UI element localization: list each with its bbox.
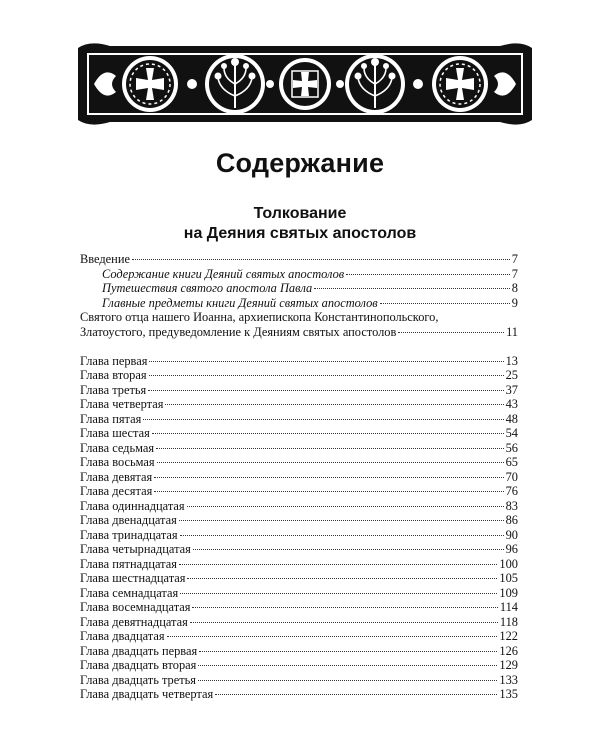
toc-entry: [80, 267, 518, 282]
dot-leader: [179, 520, 504, 521]
dot-leader: [346, 274, 510, 275]
page-number: 129: [499, 658, 518, 672]
toc-entry: [80, 296, 518, 311]
entry-title: Глава тринадцатая: [80, 527, 178, 542]
entry-title: Глава двенадцатая: [80, 513, 177, 527]
dot-leader: [190, 622, 498, 623]
page-number: 122: [499, 629, 518, 643]
dot-leader: [157, 462, 504, 463]
toc-entry: [80, 673, 518, 688]
entry-title: Глава седьмая: [80, 440, 155, 455]
entry-title: Глава двадцать третья: [80, 672, 196, 687]
entry-title: Глава двадцатая: [80, 629, 165, 643]
dot-leader: [154, 477, 503, 478]
subtitle-line-1: Толкование: [253, 205, 347, 222]
entry-title: Глава десятая: [80, 484, 153, 498]
dot-leader: [187, 578, 497, 579]
dot-leader: [380, 303, 510, 304]
page-number: 86: [505, 513, 518, 527]
dot-leader: [156, 448, 504, 449]
toc-entry: [80, 484, 518, 499]
dot-leader: [167, 636, 498, 637]
toc-entry: [80, 455, 518, 470]
preface-line-1: Святого отца нашего Иоанна, архиепископа Константинопольского,: [80, 310, 439, 324]
entry-title: Глава шестая: [80, 426, 150, 440]
entry-title: Глава восемнадцатая: [80, 600, 191, 614]
page-number: 48: [505, 411, 518, 426]
intro-entries: [80, 252, 518, 310]
entry-title: Глава вторая: [80, 368, 147, 382]
entry-title: Путешествия святого апостола Павла: [102, 281, 313, 295]
dot-leader: [179, 564, 497, 565]
dot-leader: [148, 390, 503, 391]
entry-title: Глава шестнадцатая: [80, 571, 186, 585]
toc-entry: [80, 354, 518, 369]
toc-entry: [80, 513, 518, 528]
dot-leader: [154, 491, 503, 492]
entry-title: Содержание книги Деяний святых апостолов: [102, 266, 345, 281]
byzantine-cross-and-tree-ornament-icon: [70, 38, 540, 130]
dot-leader: [398, 332, 504, 333]
toc-entry: [80, 586, 518, 601]
page-number: 96: [505, 542, 518, 556]
page-number: 37: [505, 382, 518, 397]
page-number: 7: [511, 266, 518, 281]
toc-entry: [80, 368, 518, 383]
toc-entry: [80, 571, 518, 586]
dot-leader: [149, 361, 503, 362]
page-number: 118: [499, 614, 518, 629]
entry-title: Глава одиннадцатая: [80, 498, 185, 513]
page-number: 43: [505, 397, 518, 411]
page-number: 13: [505, 353, 518, 368]
toc-entry: [80, 470, 518, 485]
dot-leader: [193, 549, 504, 550]
entry-title: Главные предметы книги Деяний святых апостолов: [102, 295, 378, 310]
entry-title: Глава восьмая: [80, 455, 155, 469]
table-of-contents: [80, 252, 518, 702]
toc-entry: [80, 281, 518, 296]
toc-entry: [80, 499, 518, 514]
page-number: 54: [505, 426, 518, 440]
dot-leader: [314, 288, 510, 289]
page-number: 56: [505, 440, 518, 455]
page-number: 109: [499, 585, 518, 600]
page-number: 133: [499, 672, 518, 687]
section-subtitle: [0, 204, 600, 244]
page-number: 126: [499, 643, 518, 658]
toc-entry: [80, 600, 518, 615]
toc-entry: [80, 397, 518, 412]
toc-entry: [80, 412, 518, 427]
entry-title: Глава двадцать четвертая: [80, 687, 214, 701]
page-number: 70: [505, 469, 518, 484]
page-number: 83: [505, 498, 518, 513]
dot-leader: [198, 680, 497, 681]
entry-title: Глава первая: [80, 353, 148, 368]
subtitle-line-2: на Деяния святых апостолов: [183, 225, 417, 242]
dot-leader: [215, 694, 497, 695]
dot-leader: [187, 506, 504, 507]
entry-title: Глава пятнадцатая: [80, 556, 177, 571]
dot-leader: [198, 665, 497, 666]
toc-entry: [80, 658, 518, 673]
chapter-entries: [80, 354, 518, 702]
toc-entry: [80, 687, 518, 702]
page-title: Содержание: [215, 148, 385, 178]
entry-title: Глава двадцать вторая: [80, 658, 197, 672]
dot-leader: [165, 404, 503, 405]
entry-title: Глава четырнадцатая: [80, 542, 191, 556]
page-number: 11: [506, 325, 518, 339]
toc-entry: [80, 383, 518, 398]
toc-entry: [80, 252, 518, 267]
page-number: 25: [505, 368, 518, 382]
dot-leader: [192, 607, 497, 608]
entry-title: Глава девятая: [80, 469, 153, 484]
page-number: 8: [511, 281, 518, 295]
entry-title: Глава пятая: [80, 411, 142, 426]
toc-entry: [80, 542, 518, 557]
entry-title: Глава четвертая: [80, 397, 164, 411]
dot-leader: [149, 375, 504, 376]
page-number: 76: [505, 484, 518, 498]
dot-leader: [199, 651, 497, 652]
page-number: 114: [499, 600, 518, 614]
entry-title: Глава третья: [80, 382, 147, 397]
toc-entry: [80, 441, 518, 456]
preface-line-2: Златоустого, предуведомление к Деяниям святых апостолов: [80, 325, 397, 339]
entry-title: Введение: [80, 252, 130, 266]
toc-entry: [80, 557, 518, 572]
preface-entry: [80, 310, 518, 340]
dot-leader: [180, 593, 497, 594]
page-number: 90: [505, 527, 518, 542]
toc-entry: [80, 426, 518, 441]
toc-entry: [80, 528, 518, 543]
page-number: 105: [499, 571, 518, 585]
entry-title: Глава девятнадцатая: [80, 614, 188, 629]
page-number: 7: [511, 252, 518, 266]
page-number: 100: [499, 556, 518, 571]
dot-leader: [143, 419, 503, 420]
entry-title: Глава двадцать первая: [80, 643, 198, 658]
toc-entry: [80, 644, 518, 659]
page-number: 65: [505, 455, 518, 469]
entry-title: Глава семнадцатая: [80, 585, 179, 600]
page-number: 9: [511, 295, 518, 310]
dot-leader: [152, 433, 504, 434]
toc-entry: [80, 615, 518, 630]
dot-leader: [180, 535, 504, 536]
toc-entry: [80, 629, 518, 644]
dot-leader: [132, 259, 510, 260]
page-number: 135: [499, 687, 518, 701]
